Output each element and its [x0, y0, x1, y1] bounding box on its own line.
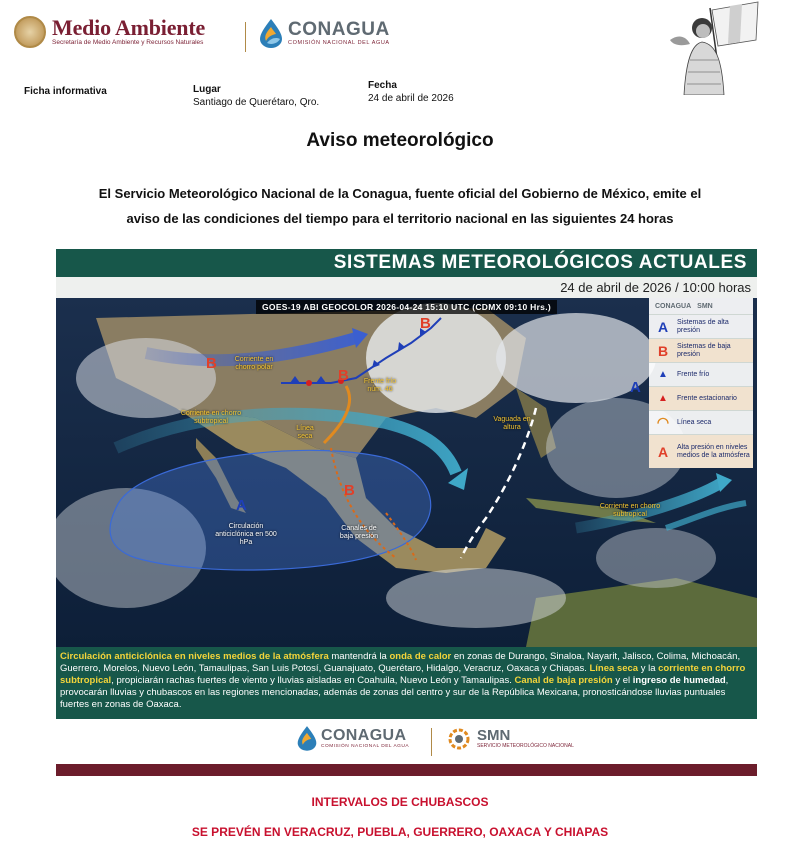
legend-label: Sistemas de baja presión [677, 343, 731, 358]
panel-header [56, 249, 757, 277]
fecha-value: 24 de abril de 2026 [368, 93, 454, 104]
intro-line-2: aviso de las condiciones del tiempo para el territorio nacional en las siguientes 24 horas [126, 211, 674, 226]
divider-bar [56, 764, 757, 776]
svg-text:A: A [630, 379, 641, 396]
satellite-map [56, 298, 757, 647]
ma-title: Medio Ambiente [52, 15, 206, 40]
svg-text:B: B [420, 315, 431, 332]
svg-text:B: B [206, 355, 217, 372]
lugar-value: Santiago de Querétaro, Qro. [193, 97, 320, 108]
conagua-drop-icon [296, 725, 318, 751]
smn-sun-icon [445, 725, 473, 753]
fecha-label: Fecha [368, 80, 397, 91]
ma-subtitle: Secretaría de Medio Ambiente y Recursos Naturales [52, 39, 204, 46]
footer-logos [0, 722, 800, 762]
cold-front-icon: ▲ [658, 369, 668, 380]
text-span: en zonas de Durango, Sinaloa, Nayarit, Jalisco, Colima, Michoacán, Guerrero, Morelos, Nuevo León, Tamaulipas, San Luis Potosí, Guanajuato, Querétaro, Hidalgo, Veracruz, Oaxaca y Chiapas. [60, 651, 741, 674]
text-span: mantendrá la [328, 651, 390, 662]
text-bold: ingreso de humedad [632, 675, 726, 686]
text-span: y la [638, 663, 659, 674]
text-highlight: onda de calor [389, 651, 452, 662]
high-pressure-icon: A [657, 318, 669, 335]
legend-smn: SMN [697, 302, 713, 310]
text-highlight: Línea seca [589, 663, 639, 674]
annotation-polar-jet: Corriente en chorro polar [234, 356, 274, 371]
annotation-low-pressure-canals: Canales de baja presión [339, 525, 379, 540]
annotation-dry-line: Línea seca [296, 425, 314, 440]
svg-text:B: B [338, 367, 349, 384]
weather-systems-panel [56, 249, 757, 719]
footer-conagua-title: CONAGUA [321, 726, 407, 744]
legend-label: Línea seca [677, 418, 712, 426]
footer-smn-title: SMN [477, 727, 511, 745]
text-highlight: Canal de baja presión [514, 675, 613, 686]
low-pressure-icon: B [657, 342, 669, 359]
intro-text [40, 181, 760, 231]
goes-image-label: GOES-19 ABI GEOCOLOR 2026-04-24 15:10 UTC (CDMX 09:10 Hrs.) [256, 300, 557, 314]
legend-item [649, 314, 753, 338]
footer-conagua-logo [296, 725, 409, 751]
conagua-title: CONAGUA [288, 19, 390, 40]
legend-label: Sistemas de alta presión [677, 319, 729, 334]
annotation-atlantic-jet: Corriente en chorro subtropical [599, 503, 661, 518]
legend-label: Alta presión en niveles medios de la atmósfera [677, 444, 750, 459]
legend-label: Frente frío [677, 370, 710, 378]
dry-line-icon: ◠ [656, 414, 670, 430]
legend-item [649, 362, 753, 386]
heroine-flag-illustration-icon [660, 0, 760, 95]
legend-logos [649, 298, 753, 314]
national-seal-icon [14, 16, 46, 48]
page-title: Aviso meteorológico [306, 130, 494, 151]
annotation-subtropical-jet: Corriente en chorro subtropical [180, 410, 242, 425]
legend-item [649, 338, 753, 362]
text-span: y el [612, 675, 633, 686]
footer-divider [431, 728, 432, 756]
annotation-upper-trough: Vaguada en altura [493, 416, 531, 431]
medio-ambiente-logo [14, 16, 205, 48]
footer-smn-subtitle: SERVICIO METEOROLÓGICO NACIONAL [477, 743, 574, 750]
annotation-cold-front: Frente frío núm. 46 [363, 378, 397, 393]
lugar-label: Lugar [193, 84, 221, 95]
mid-level-high-icon: A [657, 443, 669, 460]
panel-title: SISTEMAS METEOROLÓGICOS ACTUALES [333, 252, 747, 273]
footer-smn-logo [445, 725, 574, 753]
page-header [0, 0, 800, 80]
logo-divider [245, 22, 246, 52]
svg-text:A: A [236, 497, 247, 514]
panel-date-bar [56, 277, 757, 298]
alert-title: INTERVALOS DE CHUBASCOS [311, 795, 489, 809]
text-span: , provocarán lluvias y chubascos en las regiones mencionadas, además de zonas del centro y sur de la República Mexicana, pronosticándose lluvias puntuales fuertes en zonas de Oaxaca. [60, 675, 729, 710]
footer-conagua-subtitle: COMISIÓN NACIONAL DEL AGUA [321, 743, 410, 749]
panel-date: 24 de abril de 2026 / 10:00 horas [560, 280, 751, 295]
text-span: , propiciarán rachas fuertes de viento y lluvias aisladas en Coahuila, Nuevo León y Tamaulipas. [111, 675, 512, 686]
panel-summary-text [56, 647, 757, 719]
svg-text:B: B [344, 482, 355, 499]
stationary-front-icon: ▲ [658, 393, 668, 404]
annotation-anticyclonic: Circulación anticiclónica en 500 hPa [215, 523, 277, 546]
map-legend [649, 298, 753, 462]
conagua-drop-icon [258, 18, 284, 48]
ficha-label: Ficha informativa [24, 86, 107, 97]
legend-item [649, 410, 753, 434]
conagua-subtitle: COMISIÓN NACIONAL DEL AGUA [288, 40, 390, 46]
conagua-logo [258, 18, 390, 48]
legend-item [649, 434, 753, 468]
legend-item [649, 386, 753, 410]
text-highlight: corriente en chorro subtropical [60, 663, 746, 686]
intro-line-1: El Servicio Meteorológico Nacional de la Conagua, fuente oficial del Gobierno de México, emite el [98, 186, 702, 201]
legend-conagua: CONAGUA [655, 302, 692, 310]
legend-label: Frente estacionario [677, 394, 737, 402]
text-highlight: Circulación anticiclónica en niveles medios de la atmósfera [60, 651, 329, 662]
alert-text: SE PREVÉN EN VERACRUZ, PUEBLA, GUERRERO, OAXACA Y CHIAPAS [191, 825, 609, 839]
